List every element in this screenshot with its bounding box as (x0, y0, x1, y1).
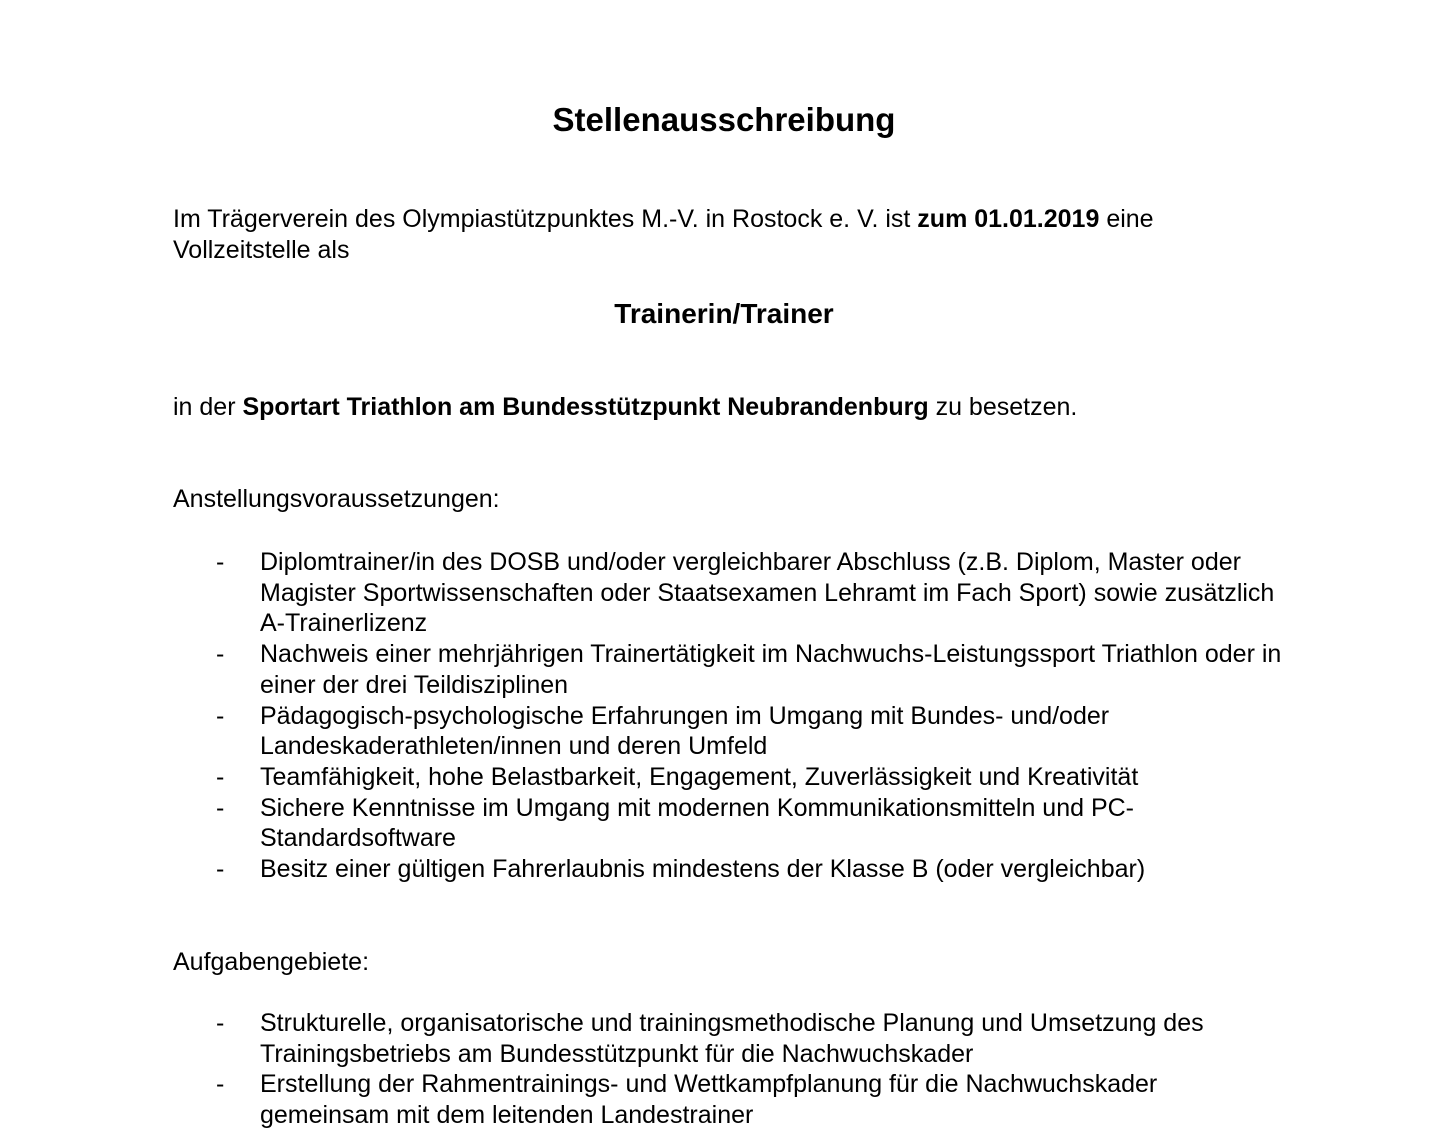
list-item: - Diplomtrainer/in des DOSB und/oder vergleichbarer Abschluss (z.B. Diplom, Master oder Magister Sportwissenschaften oder Staatsexamen Lehramt im Fach Sport) sowie zusätzlich A-Trainerlizenz (216, 548, 1275, 638)
bullet-dash: - (216, 793, 225, 822)
list-item: - Besitz einer gültigen Fahrerlaubnis mindestens der Klasse B (oder vergleichbar) (216, 855, 1146, 884)
tasks-heading: Aufgabengebiete: (173, 948, 370, 976)
intro-text-start: Im Trägerverein des Olympiastützpunktes M.-V. in Rostock e. V. ist (173, 205, 918, 233)
list-item: - Teamfähigkeit, hohe Belastbarkeit, Engagement, Zuverlässigkeit und Kreativität (216, 762, 1139, 791)
location-text-end: zu besetzen. (928, 393, 1078, 421)
list-item: - Pädagogisch-psychologische Erfahrungen im Umgang mit Bundes- und/oder Landeskaderathleten/innen und deren Umfeld (216, 701, 1110, 761)
tasks-list (173, 1008, 1283, 1131)
bullet-dash: - (216, 701, 225, 730)
list-item: - Erstellung der Rahmentrainings- und Wettkampfplanung für die Nachwuchskader gemeinsam mit dem leitenden Landestrainer (216, 1070, 1158, 1130)
list-item: - Nachweis einer mehrjährigen Trainertätigkeit im Nachwuchs-Leistungssport Triathlon oder in einer der drei Teildisziplinen (216, 640, 1282, 699)
intro-text-end: eine Vollzeitstelle als (173, 205, 1154, 264)
position-title: Trainerin/Trainer (614, 298, 834, 329)
requirements-heading: Anstellungsvoraussetzungen: (173, 485, 500, 513)
bullet-dash: - (216, 1070, 225, 1099)
intro-paragraph (173, 204, 1283, 266)
bullet-dash: - (216, 640, 225, 669)
bullet-dash: - (216, 855, 225, 884)
bullet-dash: - (216, 548, 225, 576)
location-sport: Sportart Triathlon am Bundesstützpunkt Neubrandenburg (242, 393, 929, 421)
requirements-list (173, 547, 1283, 885)
location-paragraph (173, 392, 1283, 423)
intro-date: zum 01.01.2019 (917, 205, 1100, 233)
bullet-dash: - (216, 762, 225, 791)
list-item: - Sichere Kenntnisse im Umgang mit modernen Kommunikationsmitteln und PC-Standardsoftware (216, 793, 1134, 853)
bullet-dash: - (216, 1009, 225, 1037)
location-text-start: in der (173, 393, 243, 421)
list-item: - Strukturelle, organisatorische und trainingsmethodische Planung und Umsetzung des Trainingsbetriebs am Bundesstützpunkt für die Nachwuchskader (216, 1009, 1204, 1068)
document-title: Stellenausschreibung (552, 101, 896, 138)
